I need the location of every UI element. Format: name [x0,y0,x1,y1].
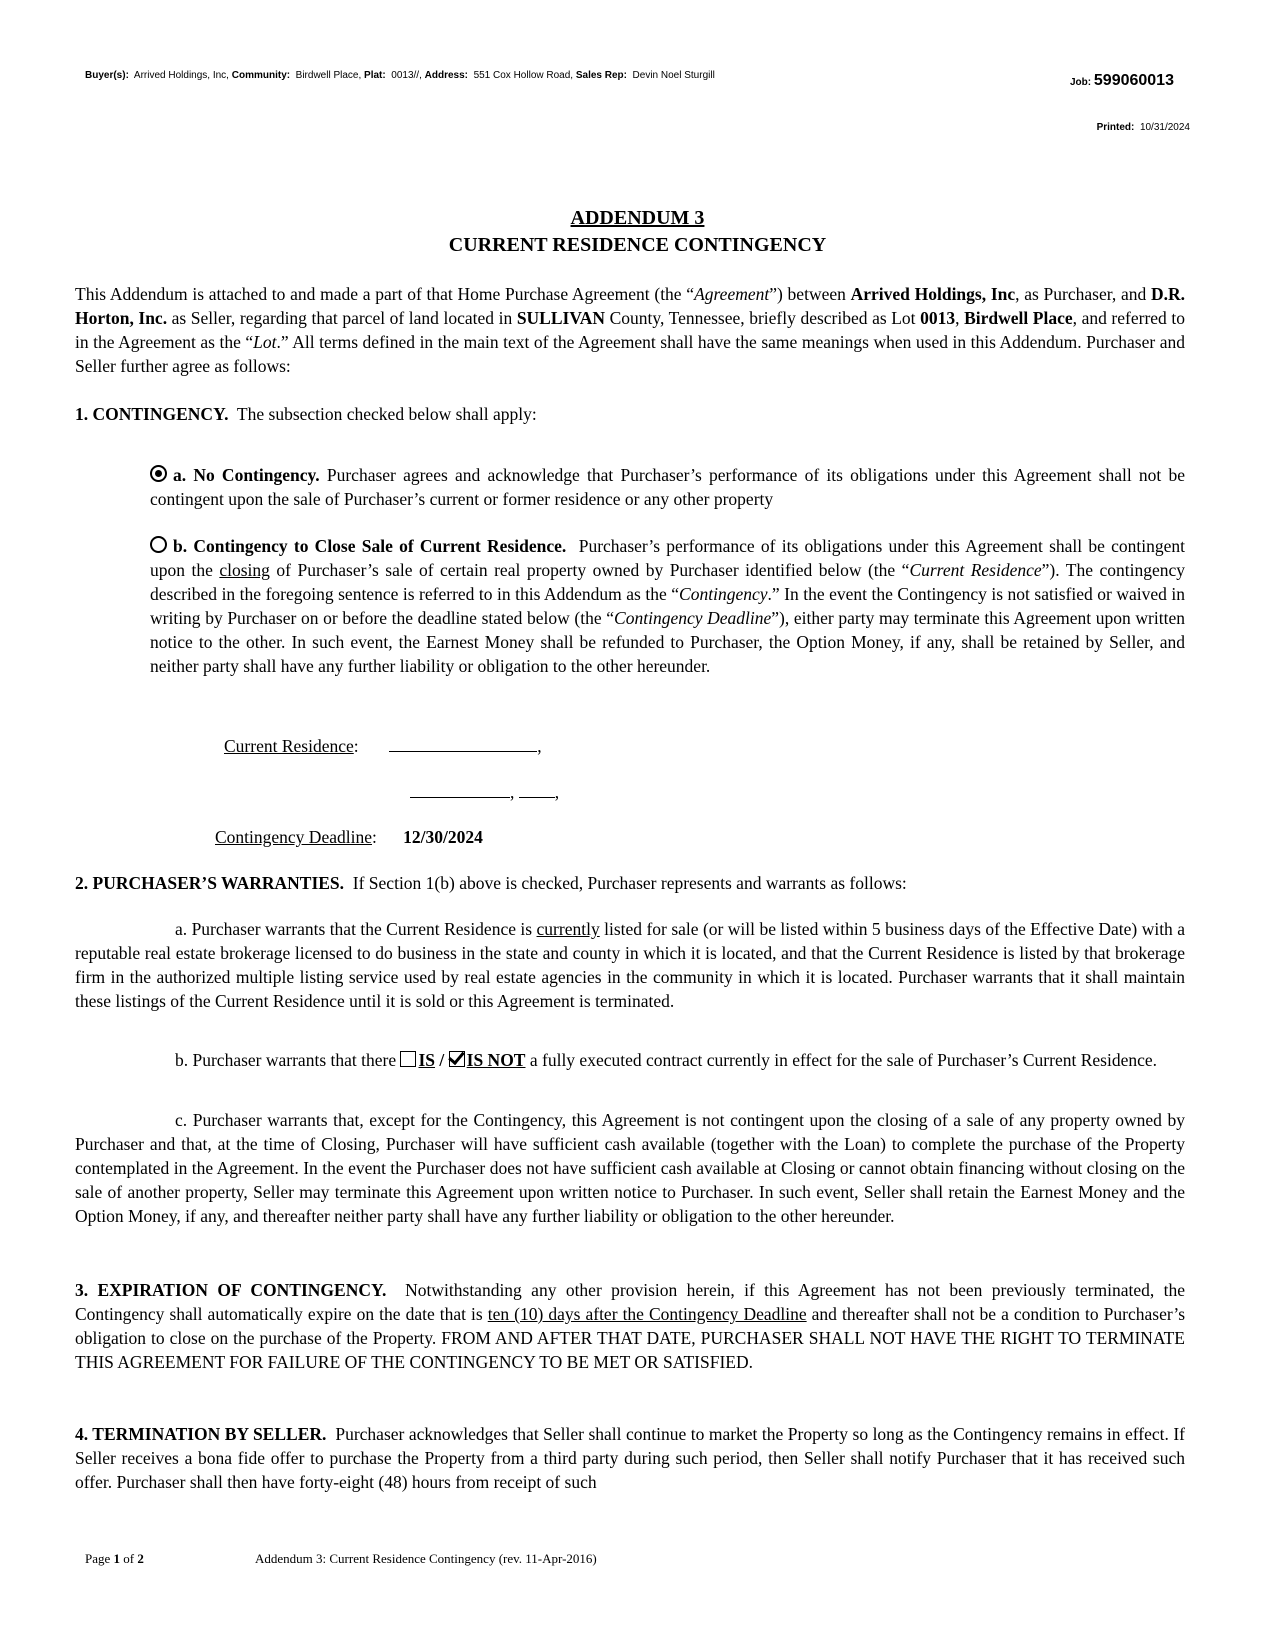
contingency-term: Contingency [679,584,768,604]
city-blank[interactable] [410,781,510,798]
intro-text: ”) between [769,284,851,304]
warranty-text: a fully executed contract currently in effect for the sale of Purchaser’s Current Residence. [525,1050,1158,1070]
intro-text: , [955,308,965,328]
contingency-deadline-term: Contingency Deadline [614,608,772,628]
current-residence-term: Current Residence [909,560,1042,580]
option-a-text: Purchaser agrees and acknowledge that Purchaser’s performance of its obligations under this Agreement shall not be contingent upon the sale of Purchaser’s current or former residence or any other property [150,465,1186,509]
page-number [85,1551,144,1567]
intro-text: County, Tennessee, briefly described as Lot [605,308,921,328]
page-word: Page [85,1551,111,1566]
intro-paragraph [75,282,1185,378]
warranty-b [75,1048,1185,1072]
current-residence-label: Current Residence [224,736,354,756]
footer-document-name: Addendum 3: Current Residence Contingency (rev. 11-Apr-2016) [255,1551,597,1566]
lot-number: 0013 [920,308,956,328]
current-residence-city-state-field: , , [410,780,559,804]
section-heading: 1. CONTINGENCY. [75,404,229,424]
intro-text: , as Purchaser, and [1015,284,1151,304]
seller-name: D.R. Horton, Inc. [75,284,1185,328]
of-word: of [123,1551,135,1566]
section-2-heading [75,871,1185,895]
option-a-radio-icon[interactable] [150,465,167,482]
plat-value: 0013//, [391,70,422,81]
option-b-text: Purchaser’s performance of its obligations under this Agreement shall be contingent upon the [150,536,1185,580]
section-heading: 3. EXPIRATION OF CONTINGENCY. [75,1280,387,1300]
option-b-contingency [150,534,1185,678]
warranty-a [75,917,1185,1013]
community-value: Birdwell Place, [295,70,362,81]
is-option: IS [418,1050,436,1070]
section-text: If Section 1(b) above is checked, Purchaser represents and warrants as follows: [352,873,907,893]
section-text: Purchaser acknowledges that Seller shall continue to market the Property so long as the Contingency remains in effect. If Seller receives a bona fide offer to purchase the Property from a third party during such period, then Seller shall notify Purchaser that it has received such offer. Purchaser shall then have forty-eight (48) hours from receipt of such [75,1424,1185,1492]
address-value: 551 Cox Hollow Road, [473,70,574,81]
contingency-deadline-value: 12/30/2024 [403,827,483,847]
section-text: and thereafter shall not be a condition to Purchaser’s obligation to close on the purchase of the Property. FROM AND AFTER THAT DATE, PURCHASER SHALL NOT HAVE THE RIGHT TO TERMINATE THIS AGREEMENT FOR FAILURE OF THE CONTINGENCY TO BE MET OR SATISFIED. [75,1304,1186,1372]
current-residence-blank[interactable] [389,735,537,752]
page-num: 1 [113,1551,121,1566]
option-b-text: ”). The contingency described in the foregoing sentence is referred to in this Addendum as the “ [150,560,1185,604]
warranty-text: b. Purchaser warrants that there [175,1050,401,1070]
purchaser-name: Arrived Holdings, Inc [850,284,1016,304]
intro-text: as Seller, regarding that parcel of land located in [167,308,517,328]
section-heading: 2. PURCHASER’S WARRANTIES. [75,873,345,893]
warranty-c [75,1108,1185,1228]
document-title: ADDENDUM 3 [570,207,705,229]
county-name: SULLIVAN [516,308,605,328]
printed-label: Printed: [1096,122,1135,133]
is-not-checkbox-icon[interactable] [449,1051,465,1067]
option-b-text: of Purchaser’s sale of certain real property owned by Purchaser identified below (the “ [269,560,910,580]
option-separator: / [435,1050,449,1070]
page-total: 2 [137,1551,144,1566]
sales-rep-label: Sales Rep: [575,70,627,81]
intro-text: .” All terms defined in the main text of the Agreement shall have the same meanings when used in this Addendum. Purchaser and Seller further agree as follows: [75,332,1185,376]
warranty-text: c. Purchaser warrants that, except for the Contingency, this Agreement is not contingent upon the closing of a sale of any property owned by Purchaser and that, at the time of Closing, Purchaser will have sufficient cash available (together with the Loan) to complete the purchase of the Property contemplated in the Agreement. In the event the Purchaser does not have sufficient cash available at Closing or cannot obtain financing without closing on the sale of another property, Seller may terminate this Agreement upon written notice to Purchaser. In such event, Seller shall retain the Earnest Money and the Option Money, if any, and thereafter neither party shall have any further liability or obligation to the other hereunder. [75,1110,1185,1226]
section-heading: 4. TERMINATION BY SELLER. [75,1424,327,1444]
is-checkbox-icon[interactable] [400,1051,416,1067]
section-1-heading [75,402,1185,426]
lot-term: Lot [253,332,277,352]
option-a-no-contingency [150,463,1185,511]
job-number [1070,72,1174,90]
currently-term: currently [536,919,600,939]
sales-rep-value: Devin Noel Sturgill [632,70,715,81]
option-b-text: ”), either party may terminate this Agreement upon written notice to the other. In such event, the Earnest Money shall be refunded to Purchaser, the Option Money, if any, shall be retained by Seller, and neither party shall have any further liability or obligation to the other hereunder. [150,608,1185,676]
option-b-radio-icon[interactable] [150,536,167,553]
buyer-value: Arrived Holdings, Inc, [133,70,229,81]
address-label: Address: [424,70,468,81]
section-text: Notwithstanding any other provision herein, if this Agreement has not been previously terminated, the Contingency shall automatically expire on the date that is [75,1280,1185,1324]
printed-date [1097,122,1190,133]
job-label: Job: [1070,77,1092,88]
warranty-text: listed for sale (or will be listed within 5 business days of the Effective Date) with a reputable real estate brokerage licensed to do business in the state and county in which it is located, and that the Current Residence is listed by that brokerage firm in the authorized multiple listing service used by real estate agencies in the community in which it is located. Purchaser warrants that it shall maintain these listings of the Current Residence until it is sold or this Agreement is terminated. [75,919,1186,1011]
intro-text: This Addendum is attached to and made a part of that Home Purchase Agreement (the “ [75,284,695,304]
agreement-term: Agreement [694,284,770,304]
option-b-text: .” In the event the Contingency is not satisfied or waived in writing by Purchaser on or before the deadline stated below (the “ [150,584,1186,628]
closing-term: closing [219,560,270,580]
expiration-term: ten (10) days after the Contingency Deadline [487,1304,807,1324]
section-4 [75,1422,1185,1494]
option-b-heading: b. Contingency to Close Sale of Current Residence. [173,536,567,556]
community-name: Birdwell Place [964,308,1073,328]
is-not-option: IS NOT [466,1050,526,1070]
option-a-heading: a. No Contingency. [173,465,320,485]
job-value: 599060013 [1093,72,1174,89]
state-blank[interactable] [519,781,555,798]
section-text: The subsection checked below shall apply: [236,404,537,424]
section-3 [75,1278,1185,1374]
current-residence-field: Current Residence: , [224,736,542,756]
contingency-deadline-field: Contingency Deadline: 12/30/2024 [215,827,483,847]
header-buyer-info [85,70,715,81]
contingency-deadline-label: Contingency Deadline [215,827,372,847]
document-subtitle: CURRENT RESIDENCE CONTINGENCY [448,234,827,256]
community-label: Community: [231,70,291,81]
warranty-text: a. Purchaser warrants that the Current Residence is [175,919,537,939]
printed-value: 10/31/2024 [1139,122,1190,133]
buyer-label: Buyer(s): [85,70,129,81]
plat-label: Plat: [364,70,386,81]
intro-text: , and referred to in the Agreement as the “ [75,308,1185,352]
